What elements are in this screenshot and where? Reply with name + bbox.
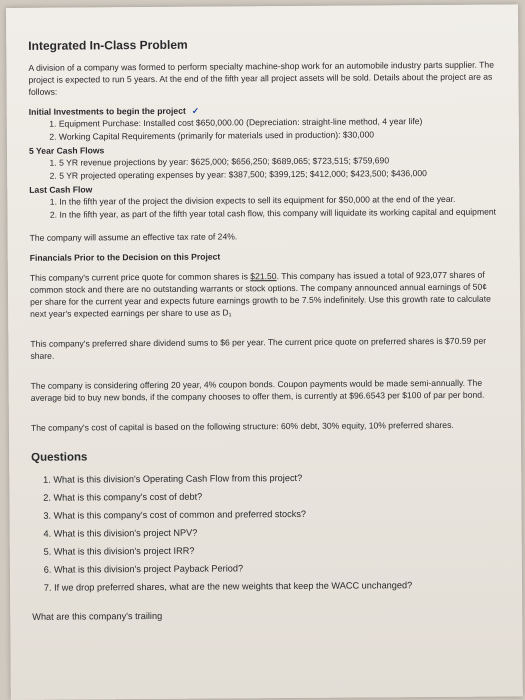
cash-flows-heading: 5 Year Cash Flows bbox=[28, 145, 105, 156]
question-item: 2. What is this company's cost of debt? bbox=[53, 487, 501, 507]
list-item: 2. Working Capital Requirements (primarily for materials used in production): $30,000 bbox=[59, 128, 499, 143]
initial-investments-list bbox=[29, 115, 499, 143]
question-item: 7. If we drop preferred shares, what are the new weights that keep the WACC unchanged? bbox=[54, 577, 502, 597]
document-title: Integrated In-Class Problem bbox=[28, 37, 188, 53]
list-item: 2. In the fifth year, as part of the fifth year total cash flow, this company will liquidate its working capital and equipment bbox=[59, 206, 499, 221]
question-item: 5. What is this division's project IRR? bbox=[54, 541, 502, 561]
tax-rate-paragraph: The company will assume an effective tax rate of 24%. bbox=[29, 231, 238, 243]
question-item: 4. What is this division's project NPV? bbox=[54, 523, 502, 543]
cash-flows-list bbox=[29, 154, 499, 182]
preferred-shares-paragraph: This company's preferred share dividend sums to $6 per year. The current price quote on preferred shares is $70.59 per share. bbox=[30, 335, 487, 361]
last-cash-flow-list bbox=[29, 193, 499, 221]
list-item: 1. 5 YR revenue projections by year: $625,000; $656,250; $689,065; $723,515; $759,690 bbox=[59, 154, 499, 169]
check-mark-icon: ✓ bbox=[191, 105, 200, 116]
list-item: 1. In the fifth year of the project the division expects to sell its equipment for $50,000 at the end of the year. bbox=[59, 193, 499, 208]
list-item: 1. Equipment Purchase: Installed cost $650,000.00 (Depreciation: straight-line method, 4 year life) bbox=[59, 115, 499, 130]
last-cash-flow-heading: Last Cash Flow bbox=[29, 184, 93, 195]
common-share-price: $21.50 bbox=[250, 271, 277, 282]
intro-paragraph: A division of a company was formed to perform specialty machine-shop work for an automobile industry parts supplier. The project is expected to run 5 years. At the end of the fifth year all project assets will be sold. Details about the project are as follows: bbox=[28, 59, 495, 97]
question-item: 3. What is this company's cost of common and preferred stocks? bbox=[53, 505, 501, 525]
paper-sheet bbox=[6, 4, 523, 700]
common-shares-paragraph: This company's current price quote for common shares is $21.50. This company has issued a total of 923,077 shares of common stock and there are no outstanding warrants or stock options. The company announced annual earnings of 50¢ per share for the current year and expects future earnings growth to be 7.5% indefinitely. Use this growth rate to calculate next year's expected earnings per share to use as D₁ bbox=[29, 269, 491, 319]
questions-heading: Questions bbox=[31, 451, 88, 464]
question-item: 1. What is this division's Operating Cash Flow from this project? bbox=[53, 469, 501, 489]
bonds-paragraph: The company is considering offering 20 year, 4% coupon bonds. Coupon payments would be made semi-annually. The average bid to buy new bonds, if the company chooses to offer them, is currently at $96.6543 per $100 of par per bond. bbox=[30, 377, 485, 403]
question-item: 6. What is this division's project Payback Period? bbox=[54, 559, 502, 579]
capital-structure-paragraph: The company's cost of capital is based on the following structure: 60% debt, 30% equity, 10% preferred shares. bbox=[30, 419, 454, 433]
financials-heading: Financials Prior to the Decision on this Project bbox=[29, 251, 221, 263]
initial-investments-heading: Initial Investments to begin the project ✓ bbox=[28, 105, 200, 117]
document-content bbox=[28, 37, 502, 623]
list-item: 2. 5 YR projected operating expenses by year: $387,500; $399,125; $412,000; $423,500; $436,000 bbox=[59, 167, 499, 182]
trailing-question: What are this company's trailing bbox=[32, 610, 163, 622]
questions-list bbox=[31, 469, 502, 597]
